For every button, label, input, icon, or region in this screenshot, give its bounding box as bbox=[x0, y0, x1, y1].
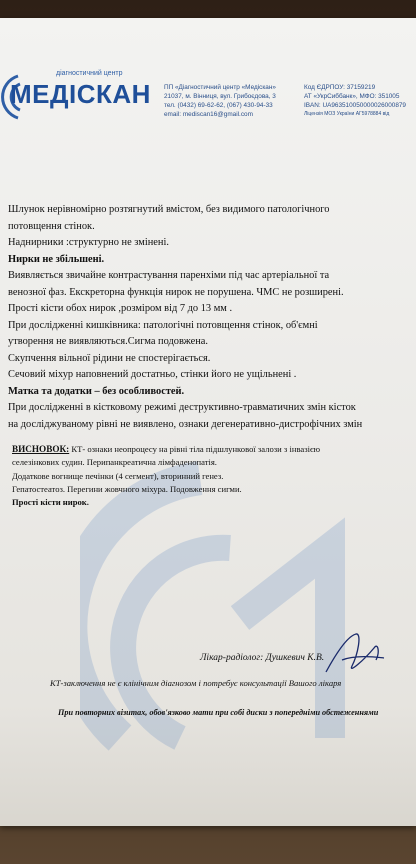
conclusion-line: Гепатостеатоз. Перегини жовчного міхура. Подовження сигми. bbox=[12, 483, 242, 494]
org-line: email: mediscan16@gmail.com bbox=[164, 111, 253, 118]
finding-line: на досліджуваному рівні не виявлено, ознаки дегенеративно-дистрофічних змін bbox=[8, 418, 363, 430]
finding-line: Наднирники :структурно не змінені. bbox=[8, 237, 169, 248]
finding-line: Нирки не збільшені. bbox=[8, 253, 105, 265]
signature-scribble-icon bbox=[318, 630, 388, 680]
conclusion-label: ВИСНОВОК: bbox=[12, 444, 70, 454]
bank-details-block bbox=[304, 83, 416, 118]
logo-name: МЕДІСКАН bbox=[10, 79, 151, 109]
conclusion-line: Додаткове вогнище печінки (4 сегмент), вторинний генез. bbox=[12, 470, 224, 481]
finding-line: потовщення стінок. bbox=[8, 220, 95, 232]
org-line: 21037, м. Вінниця, вул. Грибоєдова, 3 bbox=[164, 93, 276, 100]
document-sheet bbox=[0, 18, 416, 826]
clinic-logo bbox=[0, 68, 160, 138]
finding-line: утворення не виявляються.Сигма подовжена. bbox=[8, 336, 209, 347]
bank-line: Код ЄДРПОУ: 37159219 bbox=[304, 84, 376, 91]
revisit-note: При повторних візитах, обов'язково мати при собі диски з попередніми обстеженнями bbox=[58, 708, 379, 717]
org-line: тел. (0432) 69-62-62, (067) 430-94-33 bbox=[164, 102, 273, 109]
bank-line: Ліцензія МОЗ України АГ5978884 від bbox=[304, 111, 390, 117]
bank-line: IBAN: UA963510050000026000879 bbox=[304, 102, 406, 109]
finding-line: При дослідженні кишківника: патологічні потовщення стінок, об'ємні bbox=[8, 319, 318, 331]
disclaimer-note: КТ-заключення не є клінічним діагнозом і потребує консультації Вашого лікаря bbox=[50, 678, 342, 688]
conclusion-line: Прості кісти нирок. bbox=[12, 497, 89, 508]
finding-line: Прості кісти обох нирок ,розміром від 7 до 13 мм . bbox=[8, 303, 233, 314]
conclusion-line: селезінкових судин. Перипанкреатична лімфаденопатія. bbox=[12, 457, 217, 468]
org-line: ПП «Діагностичний центр «Медіскан» bbox=[164, 84, 276, 91]
finding-line: Виявляється звичайне контрастування паренхіми під час артеріальної та bbox=[8, 270, 330, 281]
conclusion-first-line bbox=[12, 443, 416, 456]
finding-line: Сечовий міхур наповнений достатньо, стінки його не ущільнені . bbox=[8, 369, 297, 380]
finding-line: венозної фаз. Екскреторна функція нирок не порушена. ЧМС не розширені. bbox=[8, 286, 344, 298]
finding-line: При дослідженні в кістковому режимі деструктивно-травматичних змін кісток bbox=[8, 402, 356, 413]
finding-line: Шлунок нерівномірно розтягнутий вмістом, без видимого патологічного bbox=[8, 204, 330, 215]
conclusion-block bbox=[12, 443, 416, 509]
doctor-signature: Лікар-радіолог: Душкевич К.В. bbox=[200, 653, 325, 663]
finding-line: Матка та додатки – без особливостей. bbox=[8, 385, 185, 397]
findings-text bbox=[8, 202, 416, 433]
bank-line: АТ «УкрСиббанк», МФО: 351005 bbox=[304, 93, 400, 100]
logo-subtitle: діагностичний центр bbox=[56, 70, 123, 77]
org-contact-block bbox=[164, 83, 304, 119]
finding-line: Скупчення вільної рідини не спостерігається. bbox=[8, 352, 211, 364]
conclusion-text: КТ- ознаки неопроцесу на рівні тіла підшлункової залози з інвазією bbox=[69, 444, 321, 454]
